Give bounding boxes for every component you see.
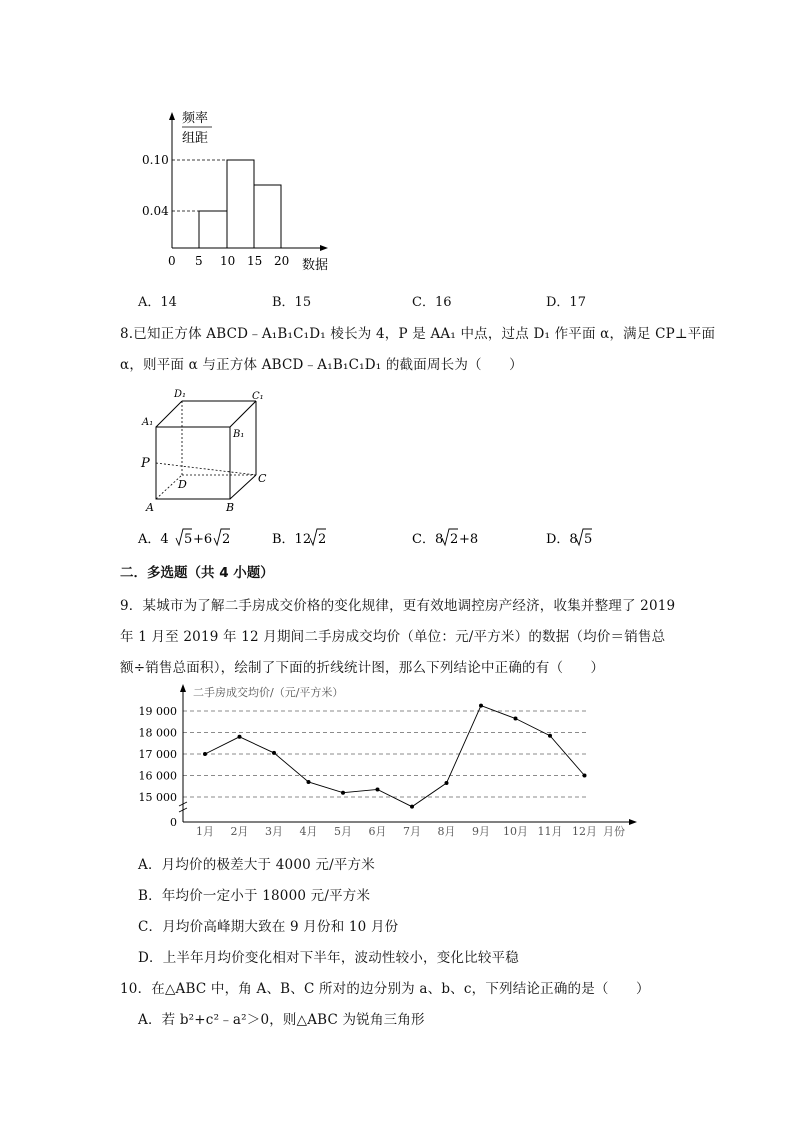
cube-label-a: A	[146, 501, 154, 514]
q8-options	[130, 525, 690, 551]
cube-label-c1: C₁	[252, 391, 264, 402]
y-tick-label: 18 000	[138, 726, 177, 740]
cube-label-c: C	[258, 472, 267, 485]
data-point	[479, 704, 483, 708]
q9-line-2: 年 1 月至 2019 年 12 月期间二手房成交均价（单位：元/平方米）的数据（均价＝销售总	[120, 629, 666, 645]
hist-ytick: 0.10	[142, 153, 169, 167]
q9-option-d: D．上半年月均价变化相对下半年，波动性较小，变化比较平稳	[138, 950, 519, 966]
q8-option-a	[137, 529, 230, 547]
q7-option-d: D．17	[546, 295, 586, 310]
data-point	[445, 781, 449, 785]
q8-line-1: 8.已知正方体 ABCD﹣A₁B₁C₁D₁ 棱长为 4，P 是 AA₁ 中点，过点 D₁ 作平面 α，满足 CP⊥平面	[120, 326, 716, 342]
q9-option-b: B．年均价一定小于 18000 元/平方米	[138, 888, 371, 904]
x-tick-label: 3月	[265, 825, 283, 838]
y-tick-label: 0	[170, 816, 177, 829]
svg-text:C．8: C．8	[412, 532, 444, 547]
hist-ytick: 0.04	[142, 204, 169, 218]
x-tick-label: 11月	[537, 825, 563, 838]
data-point	[272, 751, 276, 755]
cube-label-a1: A₁	[142, 417, 154, 428]
y-tick-label: 17 000	[138, 748, 177, 761]
q8-line-2: α，则平面 α 与正方体 ABCD﹣A₁B₁C₁D₁ 的截面周长为（ ）	[120, 357, 523, 373]
x-tick-label: 6月	[368, 825, 387, 838]
cube-label-b1: B₁	[233, 429, 245, 440]
data-point	[238, 735, 242, 739]
x-tick-label: 9月	[472, 825, 490, 838]
x-tick-label: 4月	[299, 825, 318, 838]
data-point	[514, 717, 518, 721]
q7-option-c: C．16	[412, 295, 452, 310]
line-chart	[125, 680, 645, 840]
svg-text:B．12: B．12	[272, 532, 312, 547]
chart-title: 二手房成交均价/（元/平方米）	[193, 686, 344, 699]
x-tick-label: 10月	[503, 825, 528, 838]
cube-label-p: P	[141, 456, 150, 471]
y-tick-label: 19 000	[138, 705, 177, 718]
y-tick-label: 15 000	[138, 791, 177, 804]
x-tick-label: 1月	[196, 825, 214, 838]
q7-option-a: A．14	[138, 295, 177, 310]
svg-text:A．4: A．4	[138, 532, 169, 547]
hist-xtick: 0	[168, 254, 176, 268]
svg-text:2: 2	[222, 532, 231, 547]
x-tick-label: 5月	[334, 825, 352, 838]
q9-line-3: 额÷销售总面积），绘制了下面的折线统计图，那么下列结论中正确的有（ ）	[120, 660, 605, 676]
hist-xlabel: 数据	[302, 258, 329, 273]
hist-xtick: 20	[274, 254, 290, 268]
x-tick-label: 8月	[437, 825, 456, 838]
data-point	[583, 774, 587, 778]
cube-label-b: B	[226, 501, 235, 514]
hist-bar	[199, 211, 227, 248]
q8-option-c	[412, 529, 478, 547]
series-line	[205, 706, 585, 807]
q9-option-c: C．月均价高峰期大致在 9 月份和 10 月份	[138, 919, 399, 935]
svg-text:2: 2	[318, 532, 327, 547]
q8-option-b	[272, 529, 326, 547]
hist-xtick: 5	[195, 254, 203, 268]
x-tick-label: 7月	[403, 825, 421, 838]
svg-text:5: 5	[584, 532, 593, 547]
svg-text:5: 5	[184, 532, 193, 547]
hist-ylabel-bottom: 组距	[182, 131, 209, 146]
q9-line-1: 9．某城市为了解二手房成交价格的变化规律，更有效地调控房产经济，收集并整理了 2019	[120, 598, 676, 614]
svg-text:+8: +8	[459, 532, 479, 547]
data-point	[307, 780, 311, 784]
data-point	[548, 734, 552, 738]
svg-text:+6: +6	[193, 532, 213, 547]
svg-text:2: 2	[450, 532, 459, 547]
svg-text:D．8: D．8	[546, 532, 578, 547]
q10-line-1: 10．在△ABC 中，角 A、B、C 所对的边分别为 a、b、c，下列结论正确的是（ ）	[120, 981, 650, 997]
chart-xlabel: 月份	[603, 825, 625, 838]
x-tick-label: 12月	[572, 825, 597, 838]
cube-label-d: D	[178, 478, 187, 491]
q9-option-a: A．月均价的极差大于 4000 元/平方米	[138, 857, 375, 873]
cube-figure	[138, 385, 278, 515]
data-point	[376, 787, 380, 791]
hist-bar	[254, 185, 281, 248]
hist-ylabel-top: 频率	[182, 111, 209, 126]
hist-bar	[227, 160, 254, 248]
data-point	[410, 805, 414, 809]
section-title: 二．多选题（共 4 小题）	[120, 565, 274, 581]
data-point	[203, 752, 207, 756]
data-point	[341, 791, 345, 795]
hist-xtick: 15	[247, 254, 263, 268]
histogram-figure	[130, 105, 340, 275]
q10-option-a: A．若 b²+c²﹣a²＞0，则△ABC 为锐角三角形	[138, 1012, 425, 1028]
x-tick-label: 2月	[230, 825, 249, 838]
q7-option-b: B．15	[272, 295, 312, 310]
y-tick-label: 16 000	[138, 769, 177, 783]
q8-option-d	[546, 529, 592, 547]
cube-label-d1: D₁	[174, 389, 187, 400]
hist-xtick: 10	[220, 254, 236, 268]
